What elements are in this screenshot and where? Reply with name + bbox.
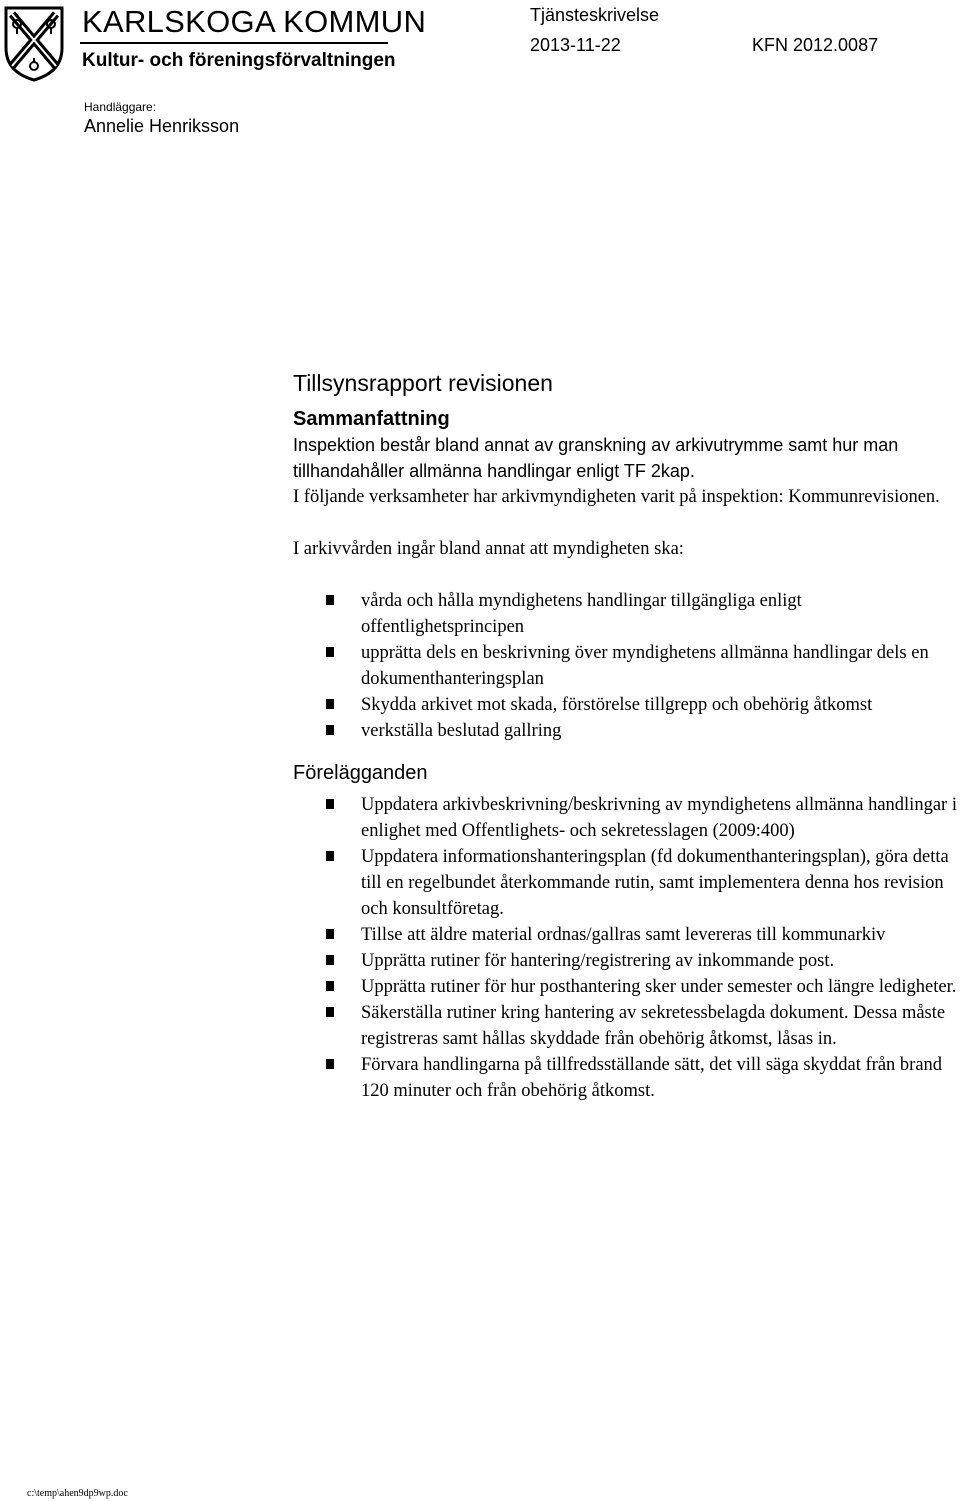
square-bullet-icon xyxy=(326,981,334,991)
municipal-coat-of-arms-icon xyxy=(2,2,66,82)
handler-label: Handläggare: xyxy=(84,100,157,114)
page-title: Tillsynsrapport revisionen xyxy=(293,370,553,396)
list-item: Säkerställa rutiner kring hantering av sekretessbelagda dokument. Dessa måste registreras samt hållas skyddade från obehörig åtkomst, låsas in. xyxy=(293,1000,960,1052)
organization-name: KARLSKOGA KOMMUN xyxy=(82,4,427,39)
summary-text-2: I följande verksamheter har arkivmyndigheten varit på inspektion: Kommunrevisionen. xyxy=(293,487,940,507)
square-bullet-icon xyxy=(326,955,334,965)
square-bullet-icon xyxy=(326,595,334,605)
document-type: Tjänsteskrivelse xyxy=(530,5,660,25)
list-item: upprätta dels en beskrivning över myndighetens allmänna handlingar dels en dokumenthanteringsplan xyxy=(293,640,960,692)
document-reference: KFN 2012.0087 xyxy=(752,35,879,55)
square-bullet-icon xyxy=(326,725,334,735)
list-item: Tillse att äldre material ordnas/gallras samt levereras till kommunarkiv xyxy=(293,922,960,948)
list-item: Uppdatera arkivbeskrivning/beskrivning av myndighetens allmänna handlingar i enlighet med Offentlighets- och sekretesslagen (2009:400) xyxy=(293,792,960,844)
document-body xyxy=(293,368,960,1104)
square-bullet-icon xyxy=(326,1059,334,1069)
square-bullet-icon xyxy=(326,1007,334,1017)
square-bullet-icon xyxy=(326,799,334,809)
orders-heading: Förelägganden xyxy=(293,762,428,784)
list-item: verkställa beslutad gallring xyxy=(293,718,960,744)
square-bullet-icon xyxy=(326,647,334,657)
square-bullet-icon xyxy=(326,929,334,939)
square-bullet-icon xyxy=(326,699,334,709)
header-divider xyxy=(80,42,388,44)
document-date: 2013-11-22 xyxy=(530,35,621,55)
list-item: Förvara handlingarna på tillfredsställande sätt, det vill säga skyddat från brand 120 minuter och från obehörig åtkomst. xyxy=(293,1052,960,1104)
orders-list xyxy=(293,792,960,1104)
list-item: Upprätta rutiner för hantering/registrering av inkommande post. xyxy=(293,948,960,974)
list-item: Upprätta rutiner för hur posthantering sker under semester och längre ledigheter. xyxy=(293,974,960,1000)
file-path: c:\temp\ahen9dp9wp.doc xyxy=(27,1488,128,1499)
list-item: Skydda arkivet mot skada, förstörelse tillgrepp och obehörig åtkomst xyxy=(293,692,960,718)
handler-name: Annelie Henriksson xyxy=(84,116,240,136)
list-item: vårda och hålla myndighetens handlingar tillgängliga enligt offentlighetsprincipen xyxy=(293,588,960,640)
list-item: Uppdatera informationshanteringsplan (fd dokumenthanteringsplan), göra detta till en regelbundet återkommande rutin, samt implementera denna hos revision och konsultföretag. xyxy=(293,844,960,922)
summary-heading: Sammanfattning xyxy=(293,408,450,430)
duties-intro: I arkivvården ingår bland annat att myndigheten ska: xyxy=(293,539,684,559)
square-bullet-icon xyxy=(326,851,334,861)
duties-list xyxy=(293,588,960,744)
department-name: Kultur- och föreningsförvaltningen xyxy=(82,50,396,71)
summary-text: Inspektion består bland annat av granskning av arkivutrymme samt hur man tillhandahåller allmänna handlingar enligt TF 2kap. xyxy=(293,435,899,481)
